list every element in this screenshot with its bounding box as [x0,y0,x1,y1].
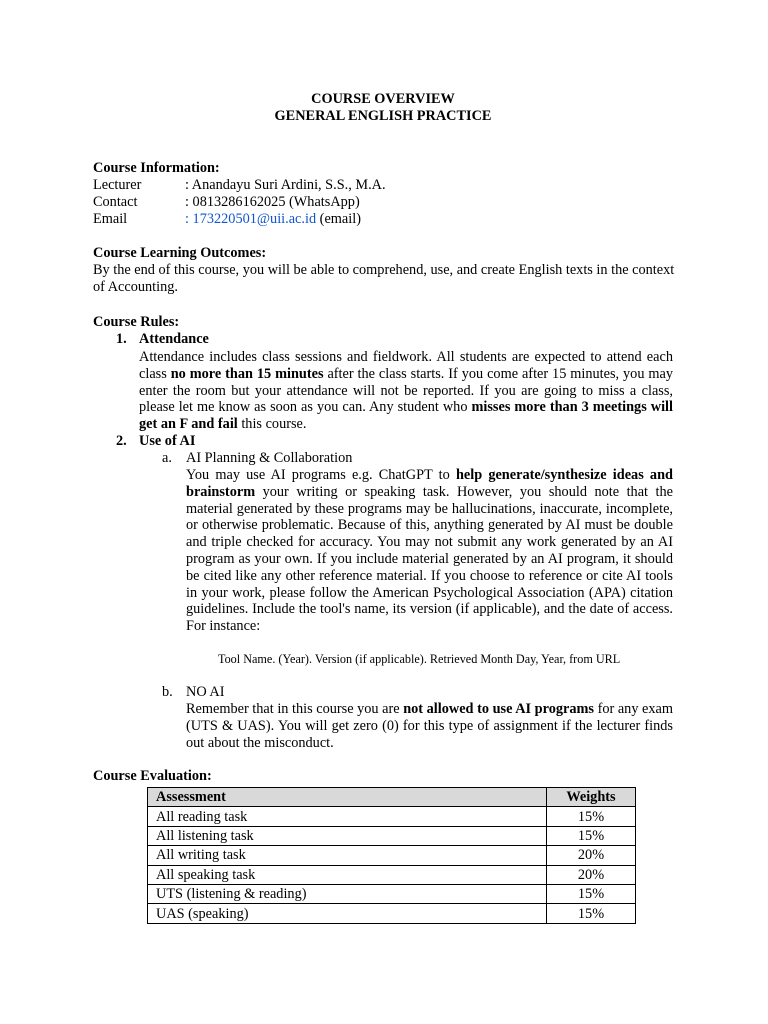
table-row [148,826,636,845]
evaluation-table [147,787,636,924]
table-header-row [148,788,636,807]
rule-1-number: 1. [116,331,127,347]
weight-cell: 15% [547,807,636,826]
assessment-cell: UAS (speaking) [148,904,547,923]
col-assessment-header: Assessment [148,788,547,807]
sub-a-title: AI Planning & Collaboration [186,450,353,466]
sub-b-title: NO AI [186,684,225,700]
weight-cell: 20% [547,846,636,865]
rule-1-title: Attendance [139,331,209,347]
no-ai-paragraph: Remember that in this course you are not allowed to use AI programs for any exam (UTS & UAS). You will get zero (0) for this type of assignment if the lecturer finds out about the misconduct. [186,701,674,751]
lecturer-row [93,177,386,194]
outcomes-text: By the end of this course, you will be able to comprehend, use, and create English texts in the context of Accounting. [93,262,675,295]
email-row [93,211,361,228]
doc-subtitle: GENERAL ENGLISH PRACTICE [274,108,492,124]
weight-cell: 15% [547,826,636,845]
table-row [148,865,636,884]
evaluation-heading: Course Evaluation: [93,768,212,784]
weight-cell: 15% [547,884,636,903]
table-row [148,904,636,923]
assessment-cell: All speaking task [148,865,547,884]
email-suffix: (email) [316,211,361,227]
email-label: Email [93,211,128,227]
lecturer-label: Lecturer [93,177,142,193]
assessment-cell: All reading task [148,807,547,826]
assessment-cell: All writing task [148,846,547,865]
email-link[interactable]: 173220501@uii.ac.id [192,211,317,227]
email-colon: : [185,211,193,227]
rule-2-title: Use of AI [139,433,196,449]
contact-label: Contact [93,194,138,210]
contact-row [93,194,360,211]
rule-2-number: 2. [116,433,127,449]
sub-b-letter: b. [162,684,173,700]
col-weights-header: Weights [547,788,636,807]
weight-cell: 20% [547,865,636,884]
doc-title: COURSE OVERVIEW [311,91,455,107]
table-row [148,807,636,826]
contact-value: : 0813286162025 (WhatsApp) [185,194,360,210]
rules-heading: Course Rules: [93,314,180,330]
assessment-cell: UTS (listening & reading) [148,884,547,903]
weight-cell: 15% [547,904,636,923]
lecturer-value: : Anandayu Suri Ardini, S.S., M.A. [185,177,386,193]
citation-example: Tool Name. (Year). Version (if applicable). Retrieved Month Day, Year, from URL [218,652,621,666]
table-row [148,884,636,903]
table-row [148,846,636,865]
sub-a-letter: a. [162,450,172,466]
outcomes-heading: Course Learning Outcomes: [93,245,267,261]
attendance-paragraph: Attendance includes class sessions and fieldwork. All students are expected to attend each class no more than 15 minutes after the class starts. If you come after 15 minutes, you may enter the room but your attendance will not be reported. If you are going to miss a class, please let me know as soon as you can. Any student who misses more than 3 meetings will get an F and fail this course. [139,349,674,433]
ai-planning-paragraph: You may use AI programs e.g. ChatGPT to help generate/synthesize ideas and brainstorm your writing or speaking task. However, you should note that the material generated by these programs may be hallucinations, inaccurate, incomplete, or otherwise problematic. Because of this, anything generated by AI must be double and triple checked for accuracy. You may not submit any work generated by an AI program as your own. If you include material generated by an AI program, it should be cited like any other reference material. If you choose to reference or cite AI tools in your work, please follow the American Psychological Association (APA) citation guidelines. Include the tool's name, its version (if applicable), and the date of access. For instance: [186,467,673,635]
assessment-cell: All listening task [148,826,547,845]
course-info-heading: Course Information: [93,160,220,176]
